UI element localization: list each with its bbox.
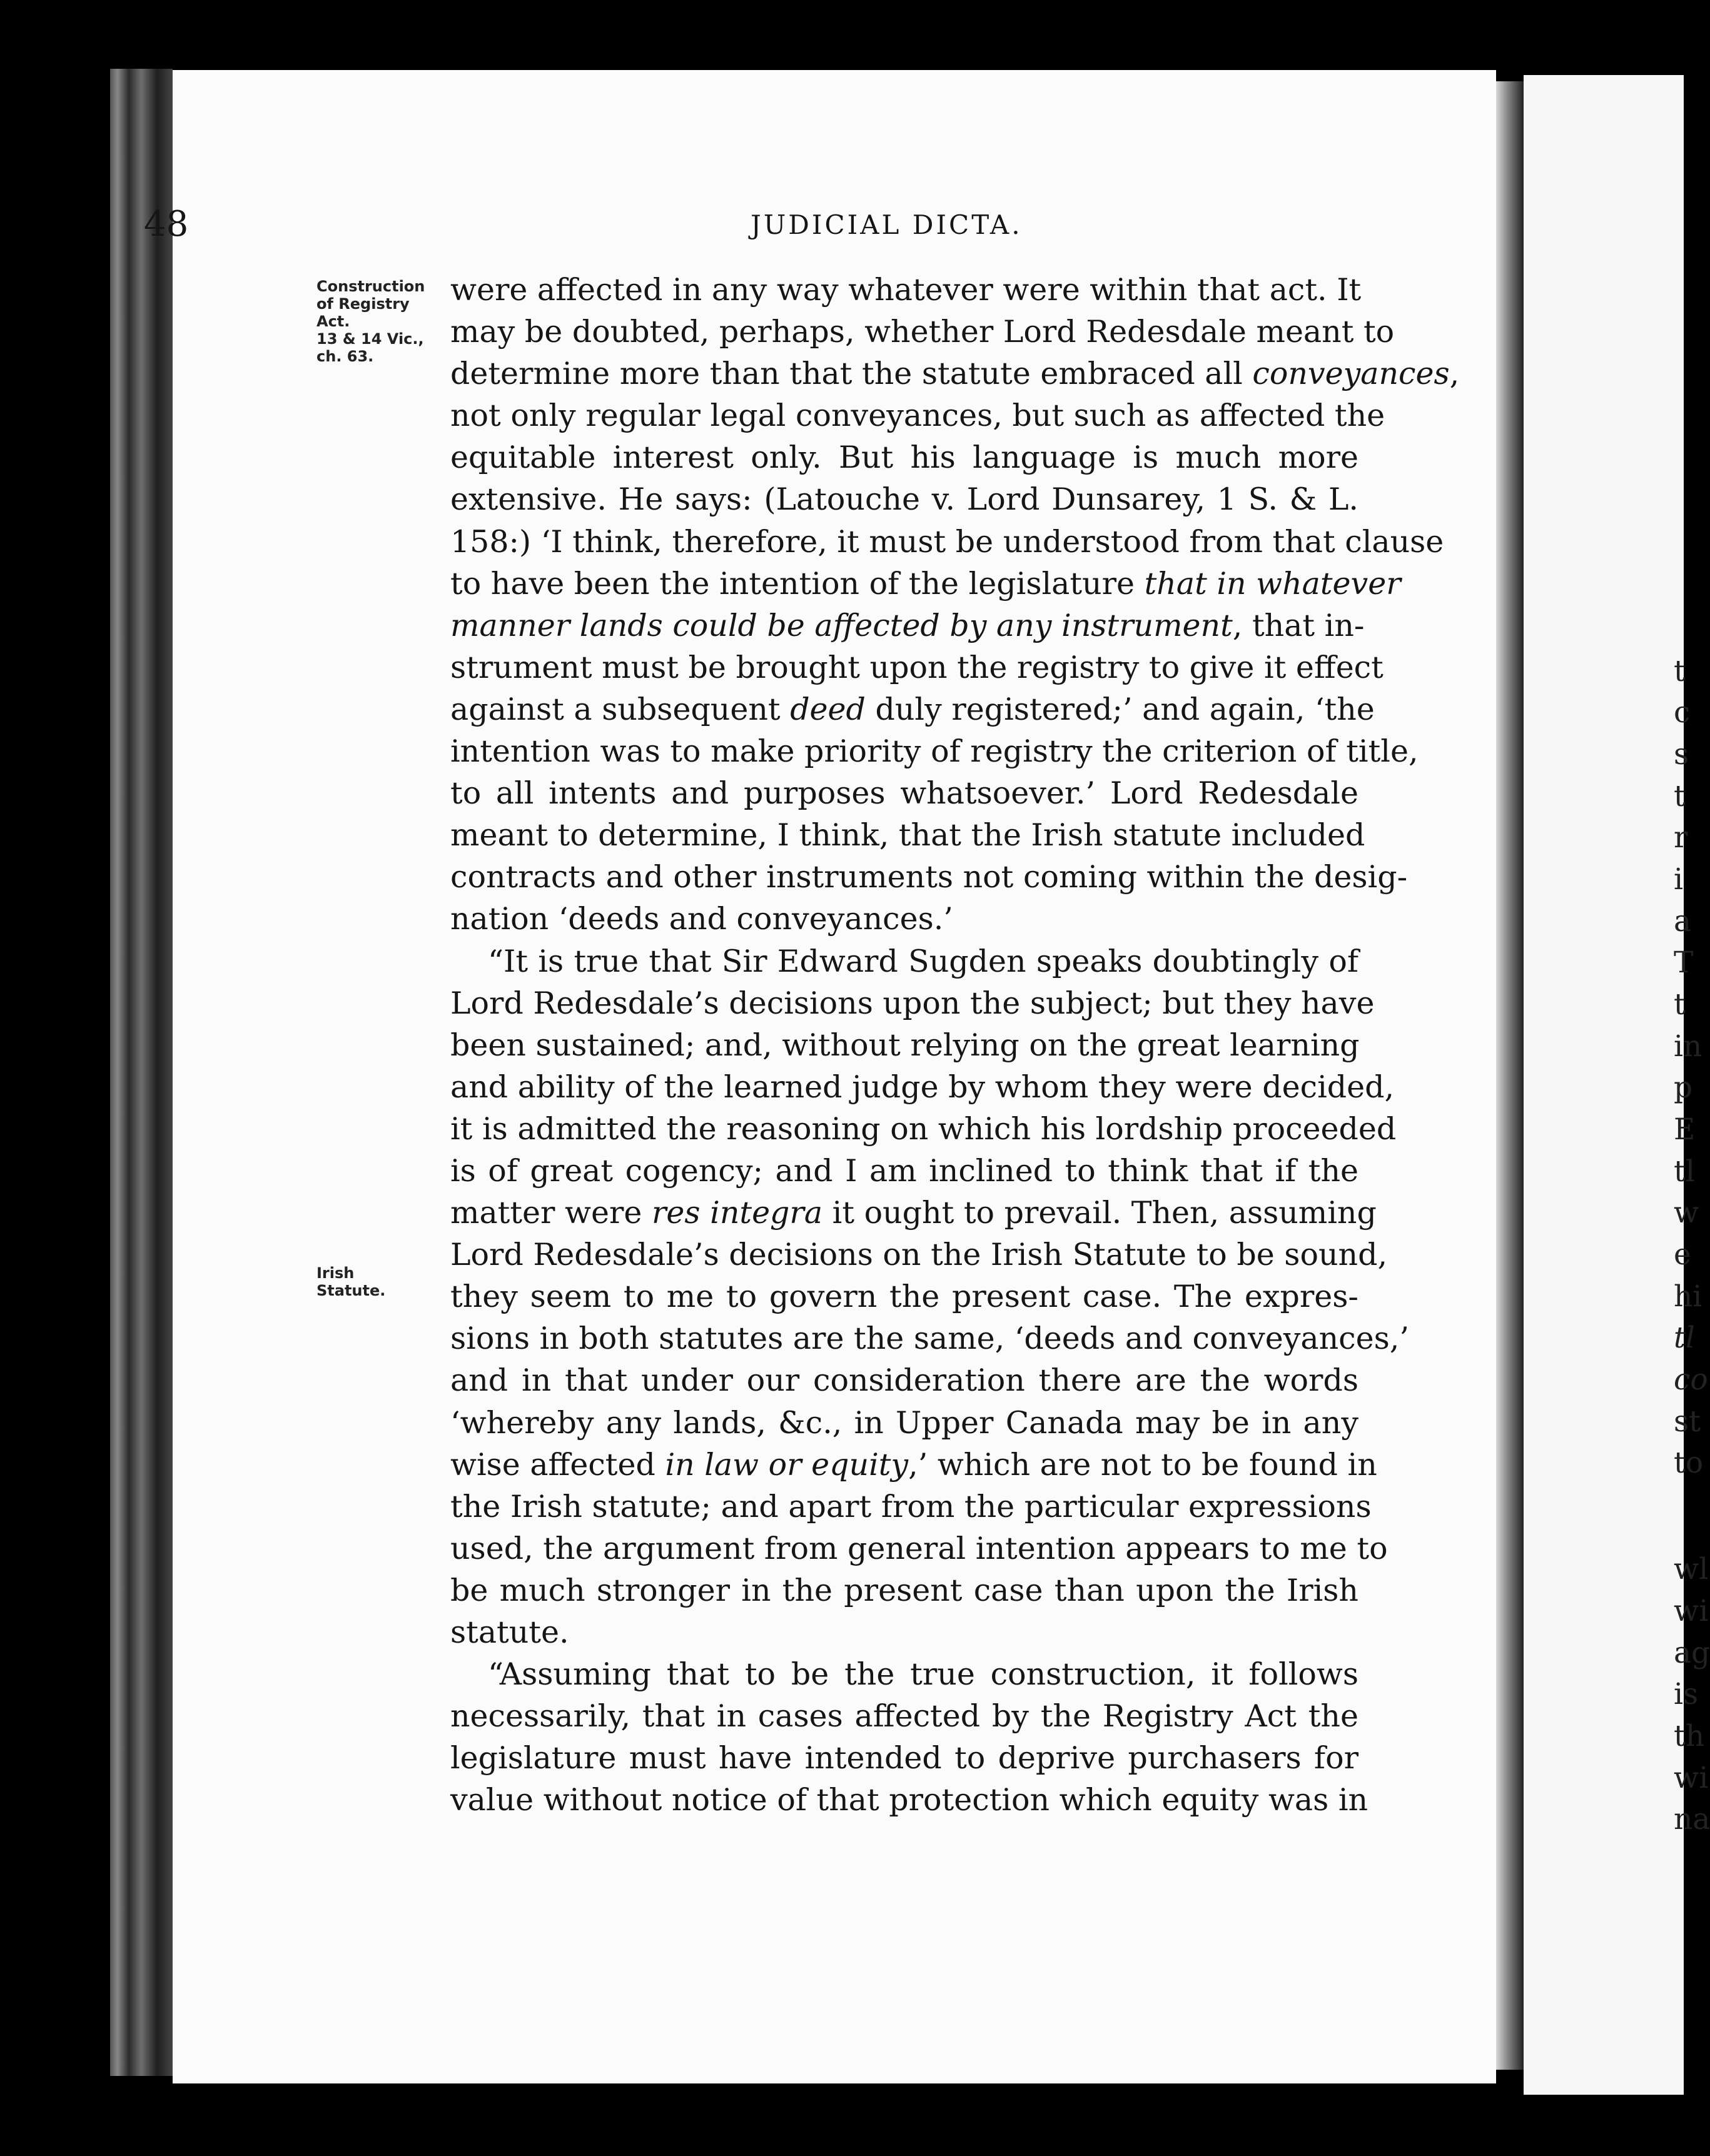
facing-page-fragment: co [1674,1363,1708,1397]
text-segment: matter were [450,1195,652,1231]
text-line [450,1611,1358,1653]
text-segment: and ability of the learned judge by whom they were decided, [450,1069,1395,1105]
facing-page [1524,75,1684,2095]
facing-page-fragment: r [1674,820,1688,855]
text-line [450,311,1395,353]
text-segment: it ought to prevail. Then, assuming [822,1195,1377,1231]
text-segment: wise affected [450,1446,665,1483]
text-segment: Lord Redesdale’s decisions on the Irish Statute to be sound, [450,1237,1388,1273]
text-segment: value without notice of that protection which equity was in [450,1782,1369,1818]
text-segment: to have been the intention of the legislature [450,565,1145,602]
margin-note-line: Act. [316,313,350,330]
facing-page-fragment: t [1674,779,1686,814]
italic-phrase: conveyances [1252,356,1450,392]
facing-page-fragment: i [1674,862,1684,897]
text-segment: meant to determine, I think, that the Irish statute included [450,817,1365,854]
text-line [450,1150,1358,1192]
italic-phrase: deed [790,691,866,727]
text-line [450,605,1365,647]
facing-page-fragment: p [1674,1070,1693,1105]
text-line [450,1192,1377,1234]
text-segment: determine more than that the statute embraced all [450,356,1253,392]
italic-phrase: that in whatever [1144,565,1401,602]
facing-page-fragment: st [1674,1404,1701,1439]
text-line [450,521,1444,563]
italic-phrase: in law or equity [665,1446,909,1483]
text-line [450,269,1362,311]
text-segment: be much stronger in the present case than upon the Irish [450,1572,1358,1608]
margin-note-line: 13 & 14 Vic., [316,330,424,348]
margin-note-line: Construction [316,278,425,295]
facing-page-fragment: na [1674,1802,1710,1836]
text-line [450,1737,1358,1779]
facing-page-fragment: e [1674,1237,1691,1272]
facing-page-fragment: to [1674,1446,1704,1480]
text-segment: strument must be brought upon the registry to give it effect [450,649,1384,685]
text-line [450,1402,1358,1444]
text-segment: were affected in any way whatever were within that act. It [450,272,1362,308]
facing-page-fragment: t [1674,987,1686,1022]
text-segment: may be doubted, perhaps, whether Lord Redesdale meant to [450,314,1395,350]
page-edge [1496,81,1524,2070]
text-segment: it is admitted the reasoning on which his lordship proceeded [450,1111,1397,1147]
text-segment: extensive. He says: (Latouche v. Lord Dunsarey, 1 S. & L. [450,481,1358,518]
margin-note-line: of Registry [316,295,410,313]
text-segment: ,’ which are not to be found in [908,1446,1377,1483]
text-segment: is of great cogency; and I am inclined to think that if the [450,1152,1358,1189]
margin-note-line: ch. 63. [316,348,374,365]
facing-page-fragment: s [1674,737,1689,772]
text-line [450,1359,1358,1401]
text-line [450,1234,1388,1276]
text-segment: sions in both statutes are the same, ‘deeds and conveyances,’ [450,1321,1409,1357]
text-line [450,1653,1358,1695]
facing-page-fragment: wi [1674,1761,1709,1795]
text-line [450,1276,1358,1317]
text-segment: 158:) ‘I think, therefore, it must be understood from that clause [450,523,1444,560]
facing-page-fragment: a [1674,904,1692,939]
text-segment: been sustained; and, without relying on the great learning [450,1027,1360,1063]
text-segment: duly registered;’ and again, ‘the [865,691,1375,727]
text-line [450,647,1384,688]
text-segment: the Irish statute; and apart from the particular expressions [450,1488,1372,1524]
text-line [450,940,1358,982]
text-segment: Lord Redesdale’s decisions upon the subject; but they have [450,985,1375,1021]
text-line [450,1317,1409,1359]
margin-note-construction [316,278,442,365]
text-line [450,772,1358,814]
facing-page-fragment: in [1674,1029,1702,1064]
text-line [450,856,1408,898]
text-segment: , [1449,356,1460,392]
text-segment: nation ‘deeds and conveyances.’ [450,901,953,937]
text-line [450,1486,1372,1528]
text-line [450,1444,1377,1486]
text-line [450,898,1358,940]
facing-page-fragment: tl [1674,1321,1695,1355]
text-segment: used, the argument from general intention appears to me to [450,1530,1388,1566]
facing-page-fragment: ag [1674,1636,1710,1670]
facing-page-fragment: T [1674,945,1694,980]
text-line [450,478,1358,520]
text-segment: they seem to me to govern the present case. The expres- [450,1279,1358,1315]
body-text [450,269,1460,1821]
text-line [450,814,1365,856]
text-segment: “Assuming that to be the true construction, it follows [488,1656,1358,1693]
text-line [450,1024,1358,1066]
margin-note-line: Statute. [316,1282,386,1299]
facing-page-fragment: hi [1674,1279,1702,1314]
text-segment: necessarily, that in cases affected by the Registry Act the [450,1698,1358,1735]
facing-page-fragment: wl [1674,1552,1709,1586]
text-segment: not only regular legal conveyances, but such as affected the [450,398,1385,434]
facing-page-fragment: th [1674,1719,1705,1753]
text-line [450,563,1401,605]
facing-page-fragment: c [1674,695,1691,730]
text-segment: contracts and other instruments not coming within the desig- [450,859,1408,895]
book-binding [110,69,173,2076]
text-line [450,1779,1369,1821]
text-segment: and in that under our consideration there are the words [450,1363,1358,1399]
italic-phrase: res integra [652,1195,823,1231]
text-line [450,730,1419,772]
text-segment: to all intents and purposes whatsoever.’ Lord Redesdale [450,775,1358,812]
facing-page-fragment: w [1674,1196,1699,1230]
facing-page-fragment: is [1674,1677,1699,1711]
facing-page-fragment: tl [1674,1154,1695,1189]
text-line [450,982,1375,1024]
text-segment: intention was to make priority of registry the criterion of title, [450,733,1419,770]
text-segment: “It is true that Sir Edward Sugden speaks doubtingly of [488,943,1358,979]
text-segment: equitable interest only. But his language is much more [450,440,1358,476]
text-line [450,1066,1395,1108]
facing-page-fragment: t [1674,654,1686,688]
page-number: 48 [144,204,189,244]
text-line [450,1569,1358,1611]
text-segment: , that in- [1232,607,1365,643]
text-line [450,395,1385,436]
text-segment: legislature must have intended to deprive purchasers for [450,1740,1358,1776]
text-segment: statute. [450,1614,569,1650]
text-line [450,353,1460,395]
text-line [450,1528,1388,1569]
text-line [450,1108,1397,1150]
text-line [450,688,1375,730]
text-segment: against a subsequent [450,691,791,727]
text-line [450,436,1358,478]
italic-phrase: manner lands could be affected by any instrument [450,607,1233,643]
running-head: JUDICIAL DICTA. [751,209,1023,240]
facing-page-fragment: wi [1674,1594,1709,1628]
margin-note-line: Irish [316,1264,355,1282]
margin-note-irish-statute [316,1264,442,1299]
facing-page-fragment: E [1674,1112,1696,1147]
text-line [450,1695,1358,1737]
text-segment: ‘whereby any lands, &c., in Upper Canada may be in any [450,1404,1358,1441]
